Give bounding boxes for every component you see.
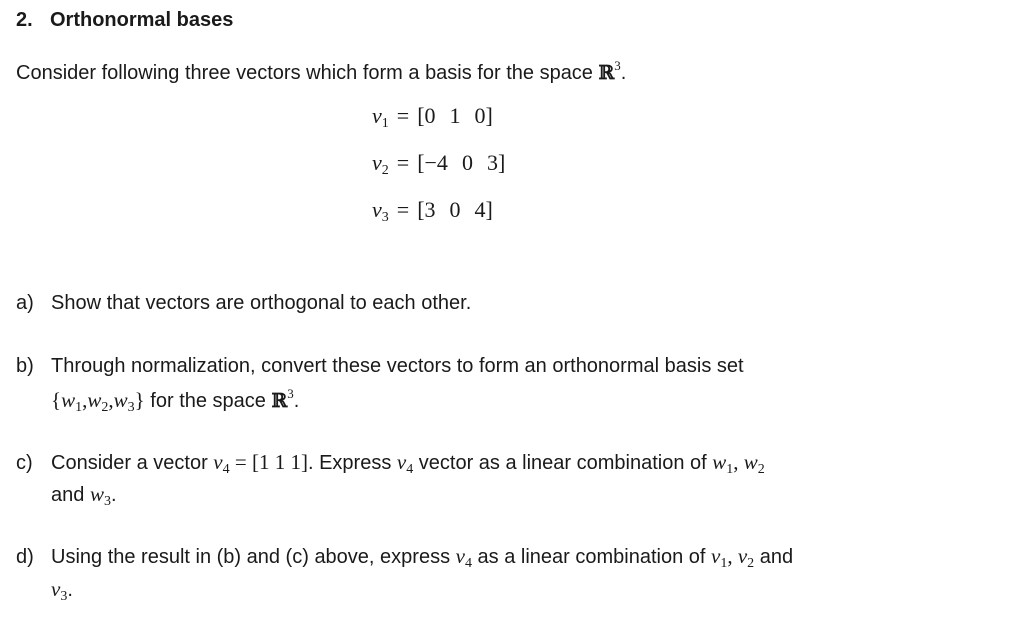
part-b-text: Through normalization, convert these vectors to form an orthonormal basis set [51,355,744,377]
vector-v1-component: 0 [424,103,436,128]
part-b-line2: $\{w_1,w_2,w_3\}$ for the space ℝ$^3$. [51,386,300,415]
part-c-label: c) [16,452,33,474]
part-c-line1: c) Consider a vector $v_4 = [1$ 1 1]. Express $v_4$ vector as a linear combination of $w_1$, $w_2$ [16,450,765,477]
part-d-label: d) [16,546,34,568]
vector-v2-component: 0 [461,150,473,175]
part-b-label: b) [16,355,34,377]
section-heading [16,9,233,32]
part-d-line1: d) Using the result in (b) and (c) above, express $v_4$ as a linear combination of $v_1$, $v_2$ and [16,544,794,571]
orthonormal-set: $\{w_1,w_2,w_3\}$ [51,388,145,415]
real-numbers-symbol: ℝ [598,62,615,84]
intro-text: Consider following three vectors which form a basis for the space [16,62,599,84]
part-b-line1 [16,355,744,378]
section-number: 2. [16,9,33,31]
part-a [16,292,471,315]
v4-definition: $v_4 = [1$ 1 1] [213,450,308,477]
vector-v3-equation: $v_3 = [3$ 0 4] [372,197,493,225]
vector-v2-equation: $v_2 = [-4$ 0 3] [372,150,506,178]
real-numbers-symbol: ℝ [271,390,288,412]
section-title: Orthonormal bases [50,9,234,31]
space-dimension: 3 [614,58,621,73]
vector-v3-component: 3 [424,197,436,222]
vector-v2-component: 3 [486,150,498,175]
vector-v1-equation: $v_1 = [0$ 1 0] [372,103,493,131]
part-d-line2: $v_3$. [51,577,73,604]
part-a-label: a) [16,292,34,314]
vector-v3-component: 0 [449,197,461,222]
vector-v2-component: −4 [424,150,448,175]
vector-v1-component: 0 [474,103,486,128]
part-c-line2: and $w_3$. [51,482,117,509]
part-a-text: Show that vectors are orthogonal to each other. [51,292,472,314]
intro-sentence: Consider following three vectors which form a basis for the space ℝ$^3$. [16,58,627,84]
vector-v3-component: 4 [474,197,486,222]
vector-v1-component: 1 [449,103,461,128]
